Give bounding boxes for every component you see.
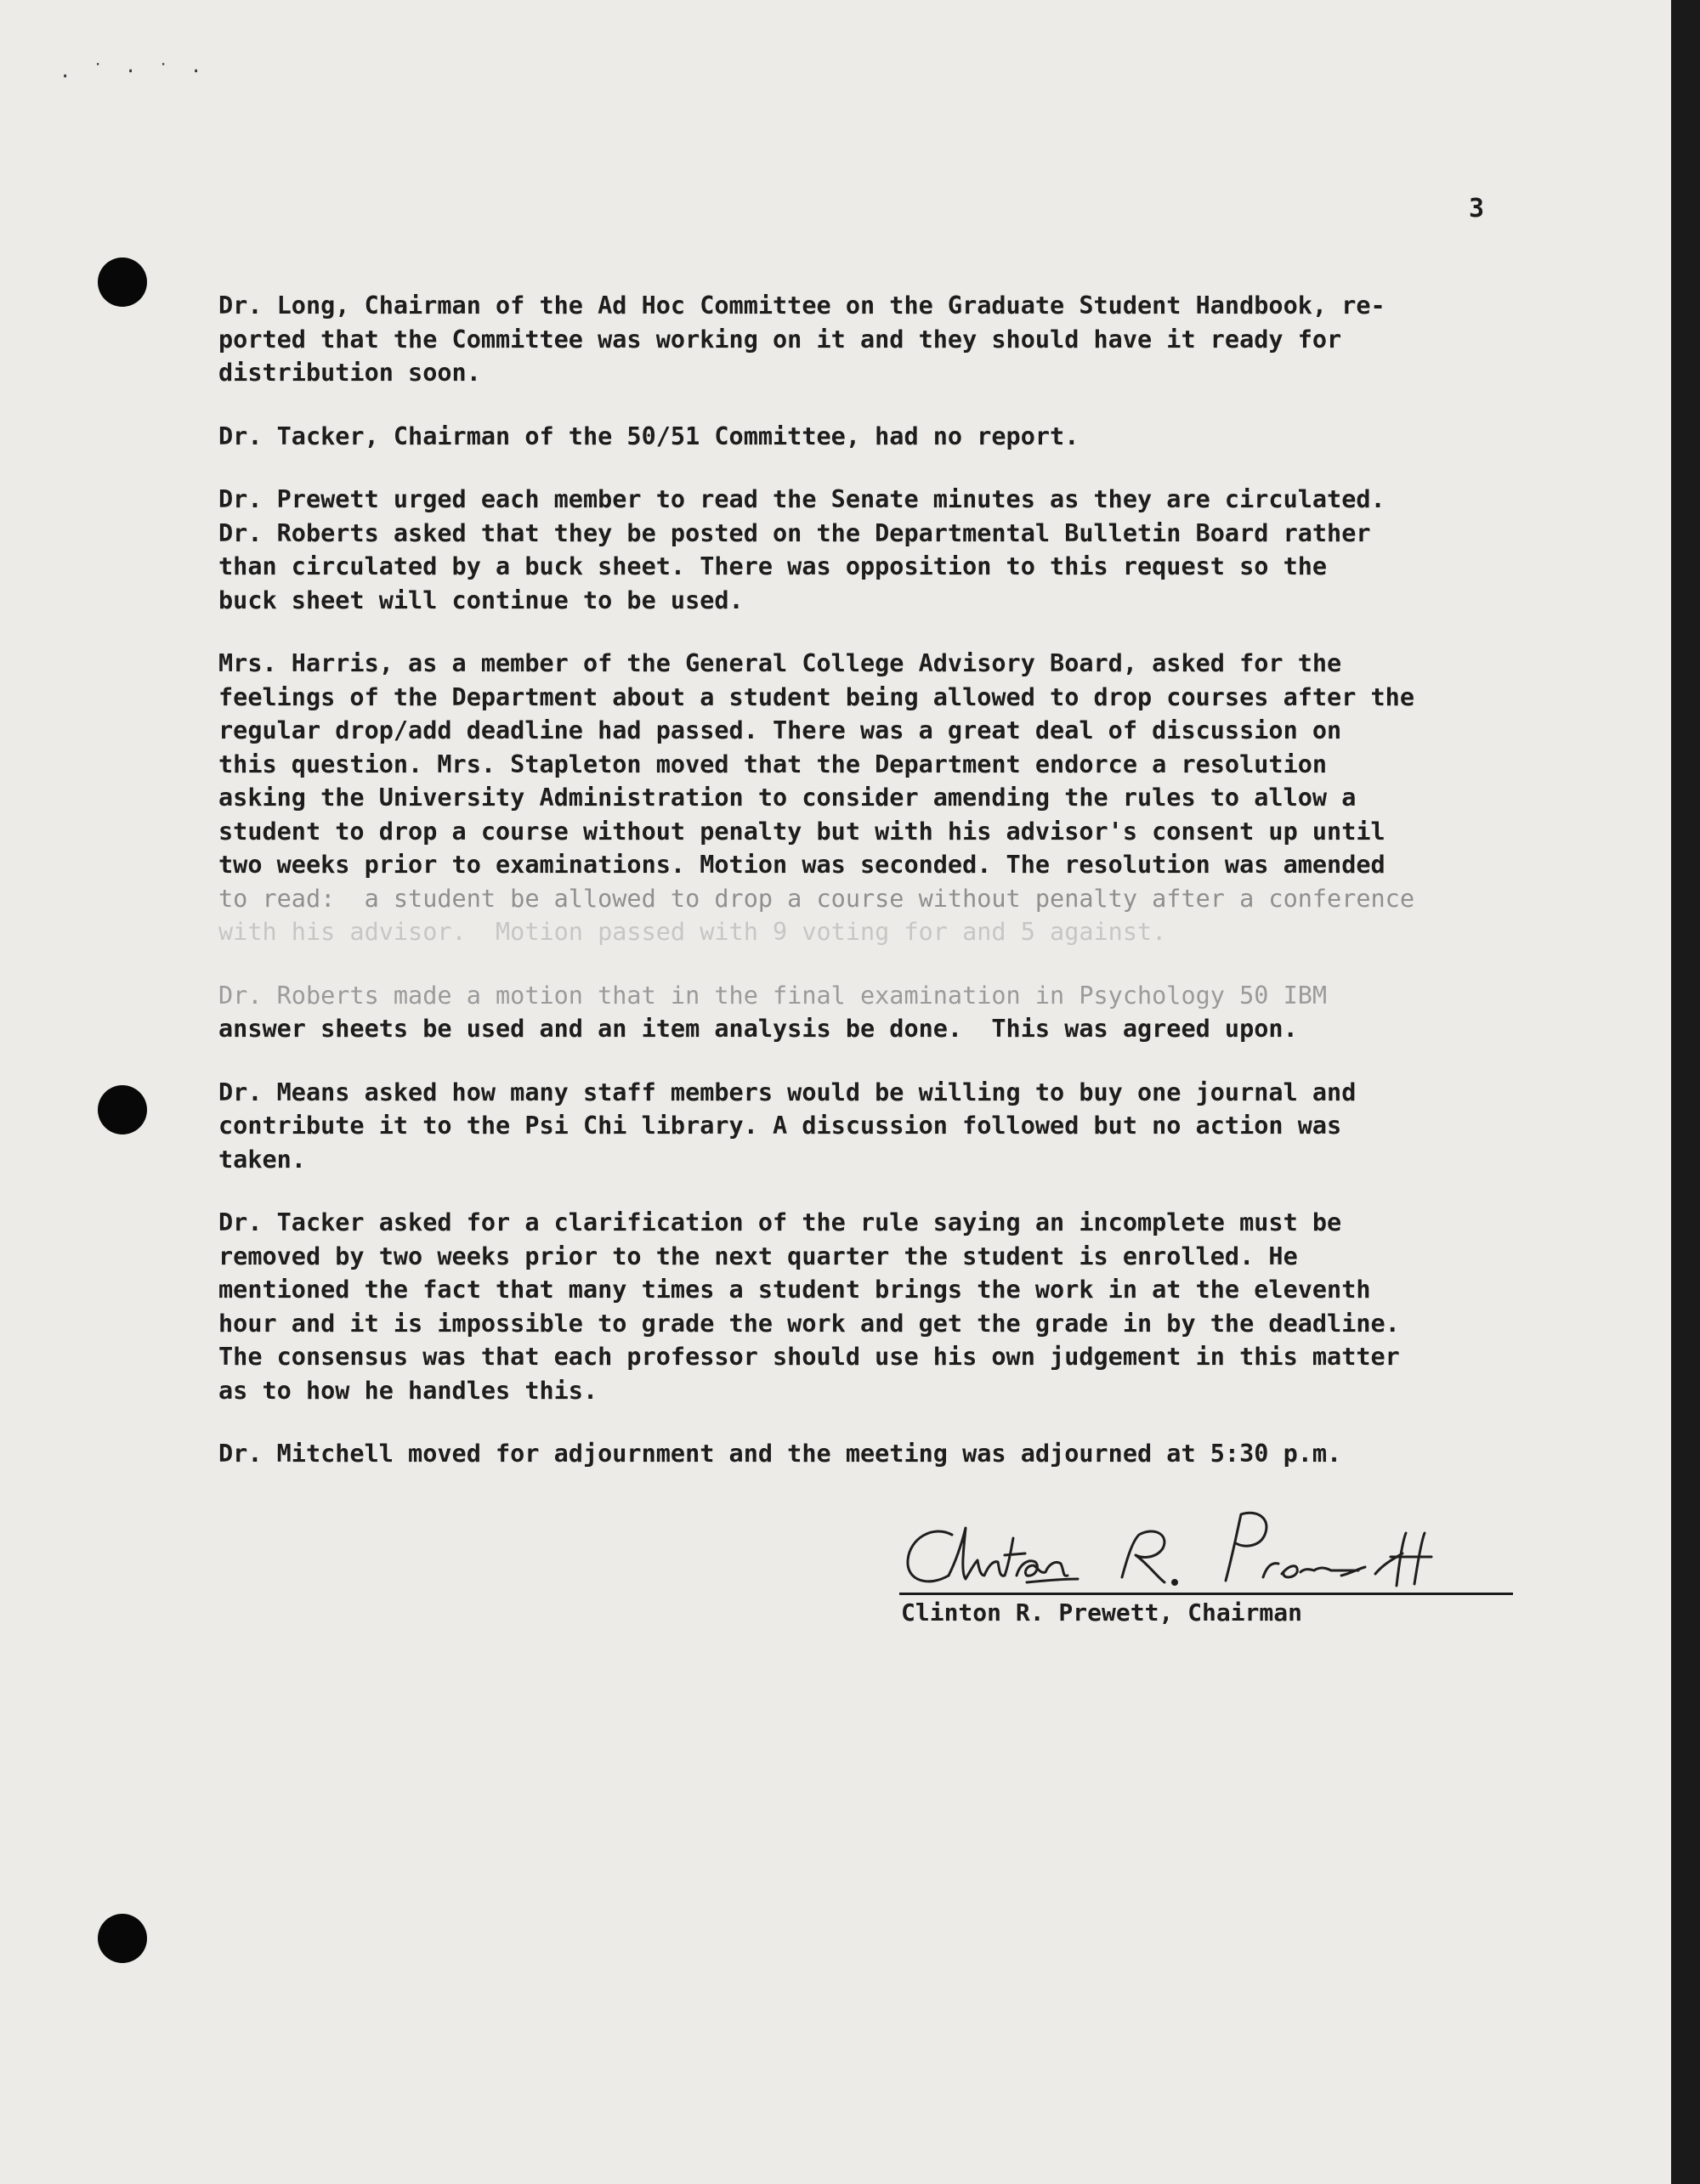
binder-hole-top (98, 257, 147, 307)
typed-signatory-name: Clinton R. Prewett, Chairman (901, 1598, 1303, 1627)
paragraph-prewett-senate-minutes: Dr. Prewett urged each member to read the Senate minutes as they are circulated. Dr. Roberts asked that they be posted on the Departmental Bulletin Board rather than circulated by a buck sheet. There was opposition to this request so the buck sheet will continue to be used. (218, 485, 1386, 614)
signature-line (899, 1593, 1513, 1595)
harris-faded-line-2: with his advisor. Motion passed with 9 voting for and 5 against. (218, 918, 1167, 946)
harris-main-text: Mrs. Harris, as a member of the General College Advisory Board, asked for the feelings of the Department about a student being allowed to drop courses after the regular drop/add deadline had passed. There was a great deal of discussion on this question. Mrs. Stapleton moved that the Department endorce a resolution asking the University Administration to consider amending the rules to allow a student to drop a course without penalty but with his advisor's consent up until two weeks prior to examinations. Motion was seconded. The resolution was amended (218, 649, 1414, 879)
harris-faded-line-1: to read: a student be allowed to drop a course without penalty after a conference (218, 884, 1414, 913)
paragraph-means-journal: Dr. Means asked how many staff members would be willing to buy one journal and contribute it to the Psi Chi library. A discussion followed but no action was taken. (218, 1078, 1357, 1174)
minutes-body (218, 289, 1544, 1501)
page-number: 3 (1469, 194, 1485, 223)
handwritten-signature (899, 1504, 1513, 1598)
binder-hole-bottom (98, 1914, 147, 1963)
paragraph-tacker-report: Dr. Tacker, Chairman of the 50/51 Committee, had no report. (218, 422, 1080, 450)
paragraph-tacker-incomplete: Dr. Tacker asked for a clarification of the rule saying an incomplete must be removed by two weeks prior to the next quarter the student is enrolled. He mentioned the fact that many times a student brings the work in at the eleventh hour and it is impossible to grade the work and get the grade in by the deadline. The consensus was that each professor should use his own judgement in this matter as to how he handles this. (218, 1208, 1400, 1405)
paper-specks: . ˙ · ˙ · (60, 61, 207, 82)
paragraph-harris-drop-courses (218, 647, 1544, 949)
roberts-main-text: answer sheets be used and an item analysis be done. This was agreed upon. (218, 1015, 1298, 1043)
paragraph-roberts-ibm-sheets (218, 979, 1544, 1046)
paragraph-long-report: Dr. Long, Chairman of the Ad Hoc Committee on the Graduate Student Handbook, re- ported that the Committee was working on it and they should have it ready for distribution soon. (218, 291, 1386, 387)
signature-block (899, 1504, 1511, 1627)
roberts-faded-line: Dr. Roberts made a motion that in the final examination in Psychology 50 IBM (218, 981, 1328, 1010)
binder-hole-middle (98, 1085, 147, 1134)
paragraph-mitchell-adjournment: Dr. Mitchell moved for adjournment and the meeting was adjourned at 5:30 p.m. (218, 1440, 1342, 1468)
